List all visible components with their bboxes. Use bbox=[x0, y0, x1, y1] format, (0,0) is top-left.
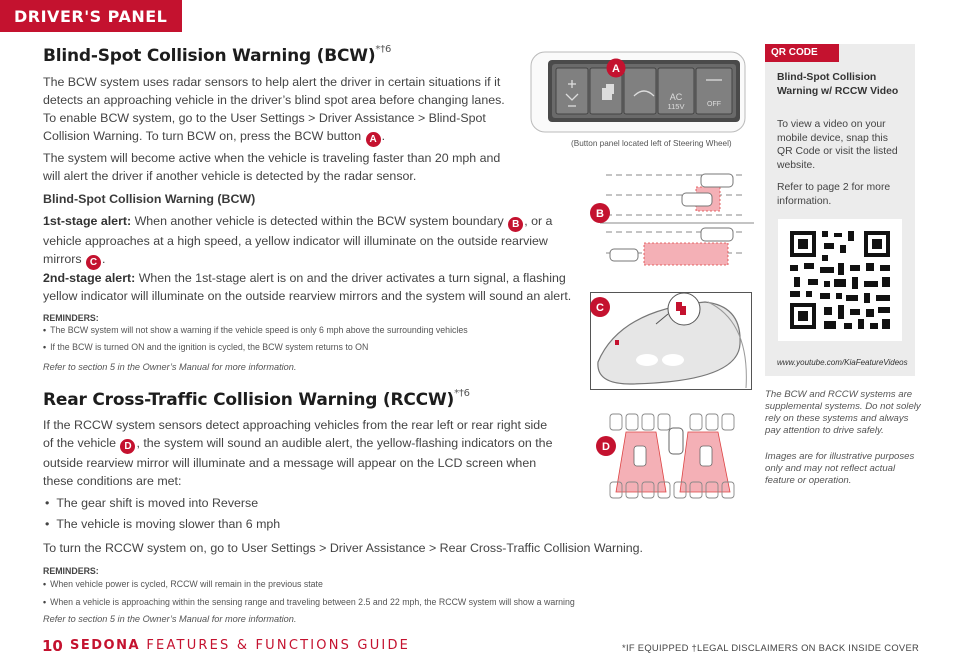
bcw-reminders-label: REMINDERS: bbox=[43, 313, 99, 323]
callout-b-marker bbox=[588, 201, 612, 225]
bcw-stage2-line2: yellow indicator will illuminate on the outside rearview mirrors and the system will sound an alert. bbox=[43, 289, 572, 303]
stage1-end: . bbox=[102, 252, 106, 266]
section-tab: DRIVER'S PANEL bbox=[0, 0, 182, 32]
callout-c-inline: C bbox=[86, 255, 101, 270]
button-panel-caption: (Button panel located left of Steering Wheel) bbox=[571, 139, 732, 148]
rccw-turn-on: To turn the RCCW system on, go to User Settings > Driver Assistance > Rear Cross-Traffic Collision Warning. bbox=[43, 541, 643, 555]
bcw-para1-line2: detects an approaching vehicle in the driver’s blind spot area before changing lanes. bbox=[43, 93, 505, 107]
brand-rest: FEATURES & FUNCTIONS GUIDE bbox=[146, 638, 411, 653]
rccw-para1-line2a: of the vehicle bbox=[43, 436, 117, 450]
bcw-para1 bbox=[43, 73, 505, 147]
rccw-heading-sup: *†6 bbox=[454, 388, 470, 400]
rccw-bullet-2: • The vehicle is moving slower than 6 mph bbox=[45, 517, 280, 531]
callout-c-marker bbox=[588, 295, 612, 319]
rccw-reminder-1: • When vehicle power is cycled, RCCW will remain in the previous state bbox=[43, 578, 323, 590]
qr-code-image[interactable] bbox=[778, 219, 902, 341]
footer-disclaimer: *IF EQUIPPED †LEGAL DISCLAIMERS ON BACK INSIDE COVER bbox=[622, 642, 920, 653]
qr-url-link[interactable]: www.youtube.com/KiaFeatureVideos bbox=[777, 358, 908, 367]
rccw-para1 bbox=[43, 416, 552, 490]
bcw-heading-text: Blind-Spot Collision Warning (BCW) bbox=[43, 46, 376, 66]
qr-code-box[interactable] bbox=[778, 219, 902, 341]
rccw-bullet-1: • The gear shift is moved into Reverse bbox=[45, 496, 258, 510]
rccw-para1-line4: these conditions are met: bbox=[43, 474, 182, 488]
callout-c-marker-text: C bbox=[596, 302, 604, 314]
stage1-line1-end: , or a bbox=[524, 214, 553, 228]
rccw-heading bbox=[43, 390, 470, 410]
button-panel-illustration bbox=[530, 48, 752, 140]
bcw-para1-end: . bbox=[381, 129, 386, 143]
ac-value: 115V bbox=[667, 102, 685, 111]
bcw-heading-sup: *†6 bbox=[375, 44, 392, 56]
qr-refer: Refer to page 2 for more information. bbox=[777, 182, 891, 207]
stage2-label: 2nd-stage alert: bbox=[43, 271, 136, 285]
side-note-illustrative: Images are for illustrative purposes only and may not reflect actual feature or operation. bbox=[765, 451, 915, 486]
bcw-para1-line1: The BCW system uses radar sensors to help alert the driver in certain situations if it bbox=[43, 75, 501, 89]
stage1-label: 1st-stage alert: bbox=[43, 214, 132, 228]
rccw-heading-text: Rear Cross-Traffic Collision Warning (RCCW) bbox=[43, 390, 455, 410]
rccw-para1-line1: If the RCCW system sensors detect approaching vehicles from the rear left or rear right side bbox=[43, 418, 548, 432]
stage1-line3-text: mirrors bbox=[43, 252, 82, 266]
bcw-reminder-2: • If the BCW is turned ON and the ignition is cycled, the BCW system returns to ON bbox=[43, 341, 368, 353]
rccw-para1-line2b: , the system will sound an audible alert, the yellow-flashing indicators on the bbox=[136, 436, 553, 450]
callout-d-marker bbox=[594, 434, 618, 458]
rccw-para1-line2 bbox=[43, 434, 552, 454]
page-number: 10 bbox=[42, 637, 63, 655]
rccw-reminders-label: REMINDERS: bbox=[43, 566, 99, 576]
bcw-para2-line2: will alert the driver if another vehicle is detected by the radar sensor. bbox=[43, 169, 417, 183]
qr-title: Blind-Spot Collision Warning w/ RCCW Video bbox=[777, 72, 899, 97]
rccw-reminder-2: • When a vehicle is approaching within the sensing range and traveling between 2.5 and 22 mph, the RCCW system will show a warning bbox=[43, 596, 575, 608]
bcw-para1-line3: To enable BCW system, go to the User Settings > Driver Assistance > Blind-Spot bbox=[43, 111, 486, 125]
stage1-line1-text: When another vehicle is detected within the BCW system boundary bbox=[131, 214, 504, 228]
callout-d-inline: D bbox=[120, 439, 135, 454]
bcw-para1-line4 bbox=[43, 127, 505, 147]
rccw-para1-line3: outside rearview mirror will illuminate and a message will appear on the LCD screen when bbox=[43, 456, 537, 470]
stage2-line1-text: When the 1st-stage alert is on and the driver activates a turn signal, a flashing bbox=[135, 271, 566, 285]
bcw-para2 bbox=[43, 149, 500, 185]
callout-a: A bbox=[366, 132, 381, 147]
bcw-subheading: Blind-Spot Collision Warning (BCW) bbox=[43, 192, 256, 206]
bcw-stage2-line1 bbox=[43, 269, 571, 287]
bcw-stage1-line1 bbox=[43, 212, 552, 232]
callout-a-marker-text: A bbox=[612, 63, 620, 75]
bcw-reminder-1: • The BCW system will not show a warning if the vehicle speed is only 6 mph above the surrounding vehicles bbox=[43, 324, 468, 336]
rccw-refer: Refer to section 5 in the Owner’s Manual for more information. bbox=[43, 614, 297, 624]
side-note-supplemental: The BCW and RCCW systems are supplemental systems. Do not solely rely on these systems and always pay attention to drive safely. bbox=[765, 389, 921, 436]
bcw-stage2 bbox=[43, 269, 571, 305]
qr-instructions: To view a video on your mobile device, snap this QR Code or visit the listed website. bbox=[777, 119, 898, 171]
bcw-refer: Refer to section 5 in the Owner’s Manual for more information. bbox=[43, 362, 297, 372]
off-label: OFF bbox=[707, 101, 721, 108]
bcw-para1-line4-text: Collision Warning. To turn BCW on, press the BCW button bbox=[43, 129, 362, 143]
callout-b-inline: B bbox=[508, 217, 523, 232]
bcw-stage1-line3 bbox=[43, 250, 552, 270]
bcw-stage1-line2: vehicle approaches at a high speed, a yellow indicator will illuminate on the outside rearview bbox=[43, 234, 548, 248]
bcw-stage1 bbox=[43, 212, 552, 270]
rccw-parking-illustration bbox=[606, 410, 738, 500]
brand-model: SEDONA bbox=[70, 638, 141, 653]
guide-title bbox=[70, 638, 410, 653]
callout-b-marker-text: B bbox=[596, 208, 604, 220]
bcw-heading bbox=[43, 46, 391, 66]
mirror-illustration bbox=[590, 292, 752, 390]
callout-d-marker-text: D bbox=[602, 441, 610, 453]
ac-label: AC bbox=[669, 92, 683, 102]
qr-label: QR CODE bbox=[765, 44, 839, 62]
bcw-para2-line1: The system will become active when the vehicle is traveling faster than 20 mph and bbox=[43, 151, 501, 165]
